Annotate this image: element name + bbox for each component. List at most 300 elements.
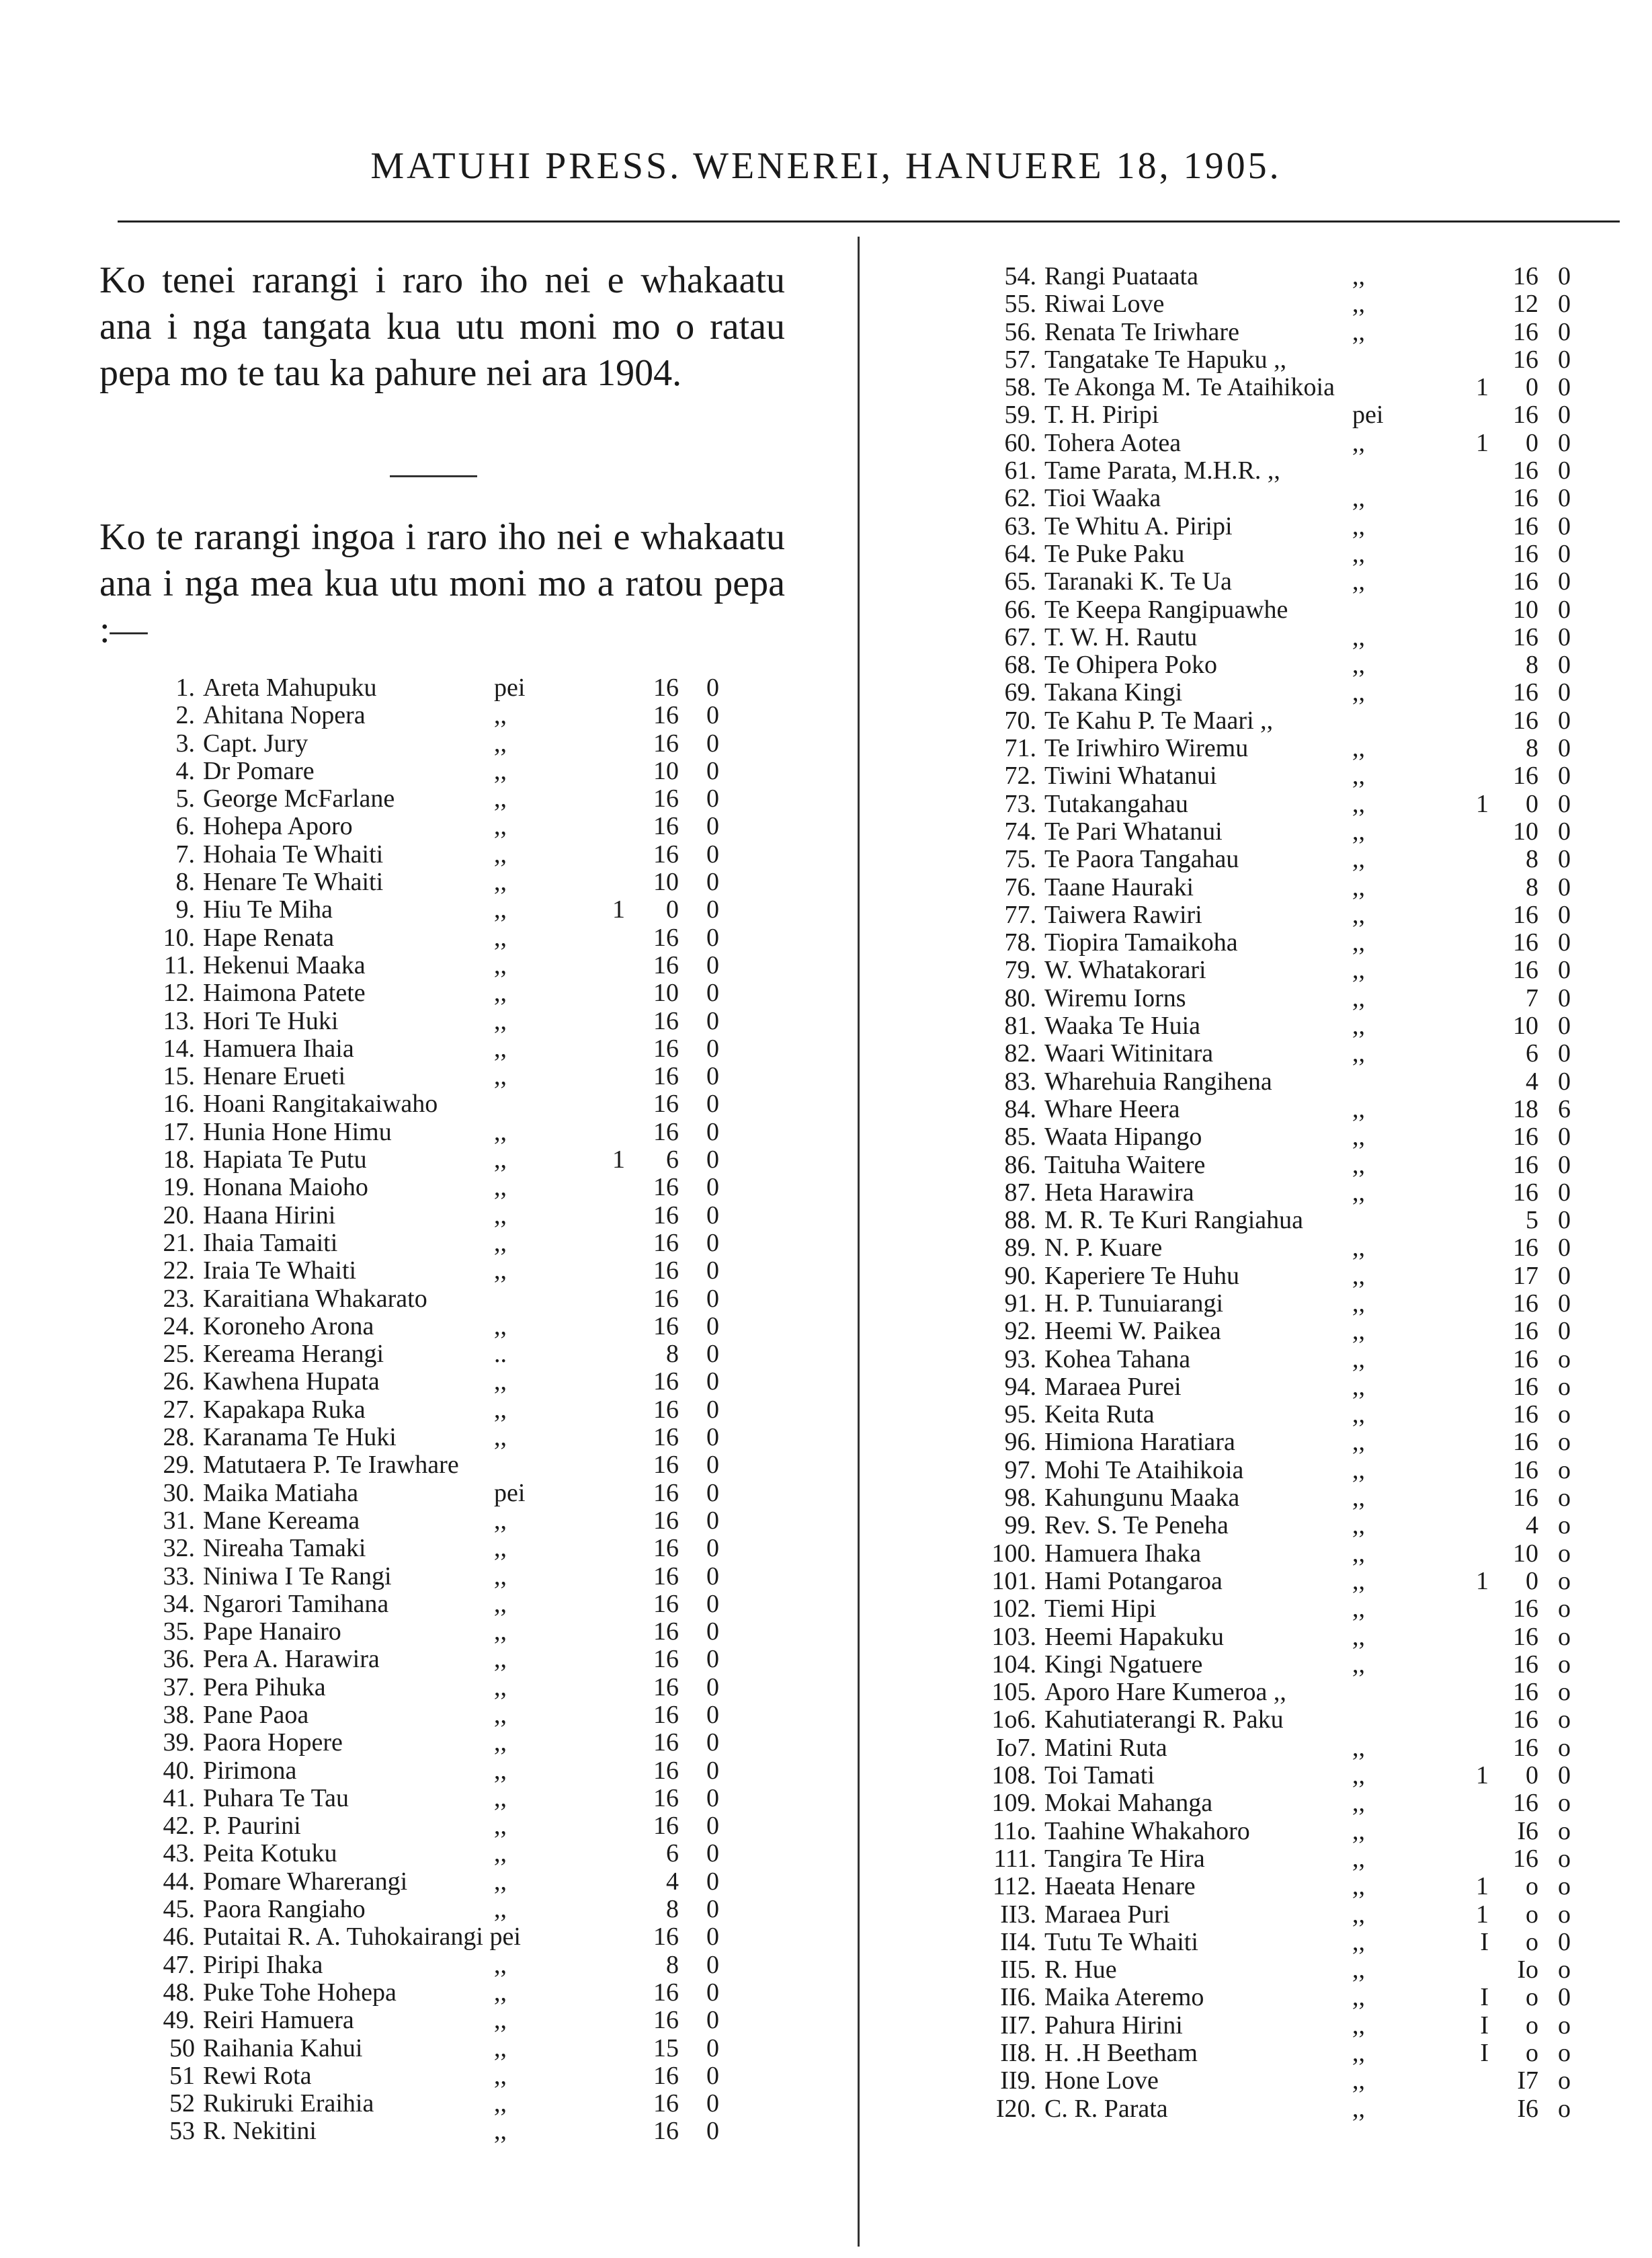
entry-pence: 0	[706, 1145, 719, 1174]
entry-mark: ,,	[1352, 1039, 1365, 1068]
list-item	[956, 1262, 1652, 1290]
intro-paragraph-1	[99, 257, 785, 397]
list-item	[134, 758, 880, 785]
entry-num: 94.	[1004, 1372, 1036, 1401]
entry-name: Hoani Rangitakaiwaho	[203, 1090, 438, 1119]
entry-pence: 0	[706, 2006, 719, 2035]
entry-num: 48.	[163, 1978, 195, 2007]
entry-name: Keita Ruta	[1044, 1400, 1155, 1429]
entry-num: 43.	[163, 1839, 195, 1868]
list-item	[956, 2040, 1652, 2067]
entry-mark: ,,	[494, 923, 507, 952]
entry-shil: 16	[1513, 317, 1538, 346]
list-item	[956, 485, 1652, 512]
entry-num: 37.	[163, 1672, 195, 1701]
entry-num: 1.	[175, 674, 195, 702]
entry-name: Haana Hirini	[203, 1201, 336, 1229]
entry-mark: ,,	[1352, 983, 1365, 1012]
list-item	[956, 430, 1652, 457]
entry-pence: o	[1558, 1511, 1571, 1540]
entry-pence: 0	[1558, 956, 1571, 985]
list-item	[134, 952, 880, 979]
entry-name: Mane Kereama	[203, 1506, 360, 1535]
entry-pence: 0	[706, 1312, 719, 1340]
entry-name: Heta Harawira	[1044, 1178, 1194, 1207]
entry-name: Peita Kotuku	[203, 1839, 337, 1868]
entry-pound: 1	[1476, 1872, 1489, 1901]
entry-pence: 0	[1558, 1317, 1571, 1346]
entry-pence: o	[1558, 1816, 1571, 1845]
entry-shil: 16	[1513, 1789, 1538, 1818]
intro-text-1: Ko tenei rarangi i raro iho nei e whakaatu ana i nga tangata kua utu moni mo o ratau pepa mo te tau ka pahure nei ara 1904.	[99, 259, 785, 394]
entry-shil: I6	[1517, 1816, 1538, 1845]
entry-pence: 0	[706, 2089, 719, 2118]
entry-mark: ,,	[1352, 817, 1365, 846]
entry-num: 12.	[163, 979, 195, 1008]
list-item	[956, 1929, 1652, 1956]
entry-mark: ..	[494, 1340, 507, 1369]
entry-mark: ,,	[494, 895, 507, 924]
entry-mark: ,,	[494, 2033, 507, 2062]
entry-name: Tiwini Whatanui	[1044, 762, 1217, 791]
entry-pence: 0	[706, 1589, 719, 1618]
entry-shil: o	[1526, 1900, 1538, 1929]
entry-mark: ,,	[1352, 1344, 1365, 1373]
entry-pence: 0	[706, 979, 719, 1008]
entry-num: II5.	[1000, 1955, 1036, 1984]
entry-shil: 16	[653, 1756, 679, 1785]
entry-name: Honana Maioho	[203, 1173, 368, 1202]
entry-mark: pei	[494, 1478, 526, 1507]
entry-shil: 16	[653, 701, 679, 730]
entry-num: 32.	[163, 1534, 195, 1563]
entry-shil: o	[1526, 2011, 1538, 2040]
entry-pence: o	[1558, 1955, 1571, 1984]
list-item	[134, 1951, 880, 1979]
list-item	[134, 1590, 880, 1618]
list-item	[956, 707, 1652, 735]
entry-mark: ,,	[1352, 428, 1365, 457]
entry-shil: 10	[1513, 1539, 1538, 1568]
list-item	[956, 1068, 1652, 1096]
entry-name: T. W. H. Rautu	[1044, 622, 1198, 651]
entry-shil: 16	[653, 840, 679, 869]
entry-shil: 16	[653, 1783, 679, 1812]
entry-shil: 16	[1513, 1595, 1538, 1623]
entry-shil: 16	[653, 1645, 679, 1674]
entry-mark: ,,	[1352, 845, 1365, 874]
entry-name: Puke Tohe Hohepa	[203, 1978, 397, 2007]
entry-num: 19.	[163, 1173, 195, 1202]
entry-pence: 0	[1558, 1039, 1571, 1068]
entry-num: 30.	[163, 1478, 195, 1507]
list-item	[956, 1706, 1652, 1734]
entry-shil: 16	[653, 1201, 679, 1229]
entry-name: Matini Ruta	[1044, 1733, 1167, 1762]
entry-pence: 0	[1558, 1123, 1571, 1152]
entry-num: 18.	[163, 1145, 195, 1174]
entry-shil: 10	[1513, 1012, 1538, 1041]
entry-shil: 8	[1526, 734, 1538, 763]
entry-pound: 1	[1476, 1900, 1489, 1929]
entry-mark: ,,	[494, 1672, 507, 1701]
entry-mark: ,,	[494, 1756, 507, 1785]
entry-pound: 1	[1476, 373, 1489, 402]
entry-pence: 0	[1558, 983, 1571, 1012]
entry-name: Tiopira Tamaikoha	[1044, 928, 1238, 957]
entry-shil: 18	[1513, 1094, 1538, 1123]
entry-pence: 0	[706, 1950, 719, 1979]
entry-name: Waata Hipango	[1044, 1123, 1202, 1152]
entry-mark: ,,	[1352, 2094, 1365, 2123]
entry-mark: ,,	[1352, 678, 1365, 707]
entry-pence: o	[1558, 1678, 1571, 1707]
entry-mark: ,,	[1352, 1372, 1365, 1401]
entry-name: Mohi Te Ataihikoia	[1044, 1455, 1244, 1484]
entry-name: Raihania Kahui	[203, 2033, 363, 2062]
entry-shil: 16	[653, 1562, 679, 1590]
entry-name: M. R. Te Kuri Rangiahua	[1044, 1206, 1304, 1235]
list-item	[134, 1785, 880, 1812]
entry-name: Heemi W. Paikea	[1044, 1317, 1221, 1346]
entry-shil: 7	[1526, 983, 1538, 1012]
list-item	[956, 2067, 1652, 2095]
list-item	[134, 1368, 880, 1396]
entry-name: Taranaki K. Te Ua	[1044, 567, 1232, 596]
list-item	[134, 1119, 880, 1146]
entry-shil: 16	[653, 1978, 679, 2007]
entry-name: N. P. Kuare	[1044, 1234, 1163, 1262]
entry-mark: ,,	[1352, 1927, 1365, 1956]
list-item	[956, 1512, 1652, 1539]
entry-pence: 0	[1558, 401, 1571, 430]
list-item	[956, 651, 1652, 679]
entry-name: Tutu Te Whaiti	[1044, 1927, 1198, 1956]
list-item	[956, 1207, 1652, 1234]
entry-shil: 16	[653, 1395, 679, 1424]
entry-pound: 1	[612, 1145, 625, 1174]
entry-num: 99.	[1004, 1511, 1036, 1540]
list-item	[134, 2118, 880, 2145]
entry-mark: ,,	[1352, 262, 1365, 290]
list-item	[956, 1540, 1652, 1568]
entry-num: 13.	[163, 1006, 195, 1035]
entry-mark: ,,	[1352, 1844, 1365, 1873]
entry-name: Te Paora Tangahau	[1044, 845, 1239, 874]
entry-num: 73.	[1004, 789, 1036, 818]
entry-name: Te Kahu P. Te Maari ,,	[1044, 706, 1274, 735]
entry-pence: 0	[706, 1395, 719, 1424]
entry-name: Whare Heera	[1044, 1094, 1180, 1123]
entry-pence: 0	[1558, 512, 1571, 540]
entry-mark: ,,	[1352, 1400, 1365, 1429]
entry-pence: 0	[1558, 762, 1571, 791]
entry-pence: 0	[1558, 317, 1571, 346]
entry-mark: ,,	[1352, 1650, 1365, 1679]
entry-pence: 0	[1558, 817, 1571, 846]
entry-shil: 12	[1513, 290, 1538, 319]
entry-pence: o	[1558, 1789, 1571, 1818]
entry-pence: 0	[706, 1728, 719, 1757]
entry-shil: 16	[1513, 1317, 1538, 1346]
entry-name: Matutaera P. Te Irawhare	[203, 1451, 459, 1480]
entry-shil: 16	[653, 1617, 679, 1646]
entry-num: 42.	[163, 1812, 195, 1841]
entry-shil: 16	[1513, 1733, 1538, 1762]
entry-mark: ,,	[1352, 956, 1365, 985]
entry-shil: 16	[653, 1672, 679, 1701]
entry-num: 83.	[1004, 1067, 1036, 1096]
entry-name: Taiwera Rawiri	[1044, 900, 1202, 929]
entry-shil: 6	[666, 1839, 679, 1868]
entry-pence: 0	[706, 1062, 719, 1091]
entry-shil: 16	[653, 2089, 679, 2118]
entry-num: 56.	[1004, 317, 1036, 346]
entry-num: 82.	[1004, 1039, 1036, 1068]
entry-num: 20.	[163, 1201, 195, 1229]
entry-name: Ngarori Tamihana	[203, 1589, 389, 1618]
entry-mark: ,,	[1352, 1261, 1365, 1290]
entry-name: Paora Rangiaho	[203, 1895, 366, 1924]
entry-mark: ,,	[1352, 651, 1365, 680]
entry-name: Waaka Te Huia	[1044, 1012, 1201, 1041]
list-item	[134, 924, 880, 952]
entry-name: Tangira Te Hira	[1044, 1844, 1205, 1873]
entry-name: Rukiruki Eraihia	[203, 2089, 374, 2118]
entry-shil: 16	[1513, 484, 1538, 513]
list-item	[956, 1484, 1652, 1512]
entry-name: Tiemi Hipi	[1044, 1595, 1157, 1623]
entry-pence: 0	[706, 1173, 719, 1202]
entry-shil: 16	[1513, 1178, 1538, 1207]
list-item	[134, 1896, 880, 1923]
entry-mark: ,,	[1352, 762, 1365, 791]
entry-pence: 6	[1558, 1094, 1571, 1123]
list-item	[134, 730, 880, 758]
entry-shil: o	[1526, 1983, 1538, 2012]
entry-pence: 0	[706, 1034, 719, 1063]
entry-pence: 0	[1558, 567, 1571, 596]
entry-num: 2.	[175, 701, 195, 730]
entry-num: 103.	[991, 1622, 1036, 1651]
entry-pound: 1	[1476, 789, 1489, 818]
list-item	[956, 1401, 1652, 1428]
entry-name: Taane Hauraki	[1044, 873, 1194, 901]
entry-shil: 16	[653, 1367, 679, 1396]
entry-mark: ,,	[494, 1145, 507, 1174]
entry-num: 91.	[1004, 1289, 1036, 1318]
entry-pence: 0	[706, 1867, 719, 1896]
entry-name: Kaperiere Te Huhu	[1044, 1261, 1239, 1290]
entry-num: 7.	[175, 840, 195, 869]
entry-num: 26.	[163, 1367, 195, 1396]
entry-name: Reiri Hamuera	[203, 2006, 354, 2035]
entry-num: 55.	[1004, 290, 1036, 319]
entry-name: Kingi Ngatuere	[1044, 1650, 1203, 1679]
entry-pence: 0	[1558, 873, 1571, 901]
entry-mark: ,,	[494, 1256, 507, 1285]
list-item	[956, 1568, 1652, 1595]
list-item	[956, 1762, 1652, 1789]
entry-num: 71.	[1004, 734, 1036, 763]
entry-pence: 0	[1558, 928, 1571, 957]
entry-mark: ,,	[1352, 290, 1365, 319]
entry-num: 22.	[163, 1256, 195, 1285]
list-item	[134, 1729, 880, 1757]
entry-name: Ahitana Nopera	[203, 701, 366, 730]
entry-shil: 16	[653, 1090, 679, 1119]
entry-mark: ,,	[1352, 1428, 1365, 1457]
entry-num: 97.	[1004, 1455, 1036, 1484]
entry-pence: 0	[1558, 1234, 1571, 1262]
entry-shil: 0	[1526, 789, 1538, 818]
list-item	[956, 1623, 1652, 1651]
entry-num: I20.	[995, 2094, 1036, 2123]
entry-shil: 16	[1513, 456, 1538, 485]
entry-name: Areta Mahupuku	[203, 674, 377, 702]
entry-shil: 8	[1526, 873, 1538, 901]
entry-mark: ,,	[494, 729, 507, 758]
entry-name: Tame Parata, M.H.R. ,,	[1044, 456, 1280, 485]
entry-shil: 16	[653, 2006, 679, 2035]
entry-num: 64.	[1004, 539, 1036, 568]
entry-mark: ,,	[1352, 1289, 1365, 1318]
entry-name: Kereama Herangi	[203, 1340, 384, 1369]
entry-pence: 0	[706, 1367, 719, 1396]
entry-pence: 0	[706, 1451, 719, 1480]
entry-num: 108.	[991, 1761, 1036, 1790]
list-item	[956, 791, 1652, 818]
list-item	[134, 1618, 880, 1646]
entry-num: 49.	[163, 2006, 195, 2035]
list-item	[134, 1812, 880, 1840]
entry-num: 59.	[1004, 401, 1036, 430]
entry-num: Io7.	[995, 1733, 1036, 1762]
entry-num: 76.	[1004, 873, 1036, 901]
entry-num: 66.	[1004, 595, 1036, 624]
entry-mark: ,,	[1352, 1733, 1365, 1762]
entry-name: R. Nekitini	[203, 2117, 317, 2146]
entry-pence: 0	[1558, 1178, 1571, 1207]
entry-num: 112.	[992, 1872, 1036, 1901]
entry-num: 28.	[163, 1423, 195, 1452]
entry-name: Himiona Haratiara	[1044, 1428, 1235, 1457]
list-item	[956, 1096, 1652, 1123]
entry-shil: 16	[653, 2117, 679, 2146]
entry-num: 84.	[1004, 1094, 1036, 1123]
entry-num: 72.	[1004, 762, 1036, 791]
list-item	[956, 679, 1652, 707]
entry-num: 27.	[163, 1395, 195, 1424]
entry-shil: 16	[653, 1728, 679, 1757]
entry-shil: 16	[1513, 401, 1538, 430]
entry-shil: 0	[1526, 1761, 1538, 1790]
entry-num: 70.	[1004, 706, 1036, 735]
list-item	[956, 1040, 1652, 1067]
entry-shil: 0	[666, 895, 679, 924]
entry-mark: ,,	[494, 1700, 507, 1729]
entry-pence: 0	[706, 701, 719, 730]
entry-pence: 0	[1558, 651, 1571, 680]
entry-mark: ,,	[1352, 539, 1365, 568]
entry-pence: 0	[706, 756, 719, 785]
entry-num: 61.	[1004, 456, 1036, 485]
entry-pence: o	[1558, 1372, 1571, 1401]
entry-name: Hekenui Maaka	[203, 951, 366, 979]
entry-num: 35.	[163, 1617, 195, 1646]
entry-num: II3.	[1000, 1900, 1036, 1929]
entry-num: 54.	[1004, 262, 1036, 290]
entry-mark: ,,	[1352, 512, 1365, 540]
entry-mark: ,,	[494, 2089, 507, 2118]
entry-shil: 6	[1526, 1039, 1538, 1068]
entry-shil: 8	[666, 1340, 679, 1369]
entry-name: Pomare Wharerangi	[203, 1867, 408, 1896]
list-item	[956, 374, 1652, 401]
entry-name: Nireaha Tamaki	[203, 1534, 366, 1563]
entry-pence: 0	[706, 1340, 719, 1369]
entry-shil: 16	[653, 1117, 679, 1146]
entry-num: 51	[169, 2061, 195, 2090]
entry-name: Maraea Purei	[1044, 1372, 1182, 1401]
entry-name: Koroneho Arona	[203, 1312, 374, 1340]
entry-shil: 16	[1513, 1344, 1538, 1373]
entry-num: 33.	[163, 1562, 195, 1590]
entry-mark: ,,	[494, 868, 507, 897]
list-item	[956, 457, 1652, 485]
entry-name: Kohea Tahana	[1044, 1344, 1191, 1373]
entry-pence: 0	[706, 840, 719, 869]
list-item	[956, 818, 1652, 846]
entry-pence: 0	[706, 1478, 719, 1507]
entry-name: Renata Te Iriwhare	[1044, 317, 1239, 346]
entry-pence: 0	[1558, 1289, 1571, 1318]
intro-text-2: Ko te rarangi ingoa i raro iho nei e whakaatu ana i nga mea kua utu moni mo a ratou pepa :—	[99, 516, 785, 651]
list-item	[134, 1923, 880, 1951]
entry-mark: ,,	[1352, 1539, 1365, 1568]
entry-num: 104.	[991, 1650, 1036, 1679]
entry-mark: ,,	[494, 951, 507, 979]
entry-pence: 0	[706, 1506, 719, 1535]
entry-num: 75.	[1004, 845, 1036, 874]
list-item	[134, 1701, 880, 1729]
entry-num: 67.	[1004, 622, 1036, 651]
list-item	[956, 735, 1652, 762]
entry-pence: 0	[1558, 373, 1571, 402]
entry-mark: ,,	[494, 701, 507, 730]
entry-shil: 16	[653, 1478, 679, 1507]
list-item	[956, 985, 1652, 1012]
entry-shil: 16	[1513, 900, 1538, 929]
entry-pence: 0	[706, 1645, 719, 1674]
entry-mark: ,,	[494, 1201, 507, 1229]
entry-mark: ,,	[1352, 1983, 1365, 2012]
entry-num: 87.	[1004, 1178, 1036, 1207]
entry-pence: 0	[706, 1895, 719, 1924]
entry-shil: 16	[653, 1923, 679, 1951]
entry-shil: 4	[666, 1867, 679, 1896]
entry-num: 102.	[991, 1595, 1036, 1623]
entry-num: 53	[169, 2117, 195, 2146]
entry-name: Kapakapa Ruka	[203, 1395, 366, 1424]
entry-mark: ,,	[494, 812, 507, 841]
list-item	[134, 1174, 880, 1201]
entry-mark: ,,	[494, 1062, 507, 1091]
entry-num: 58.	[1004, 373, 1036, 402]
list-item	[956, 762, 1652, 790]
entry-shil: 4	[1526, 1067, 1538, 1096]
entry-pence: 0	[706, 868, 719, 897]
